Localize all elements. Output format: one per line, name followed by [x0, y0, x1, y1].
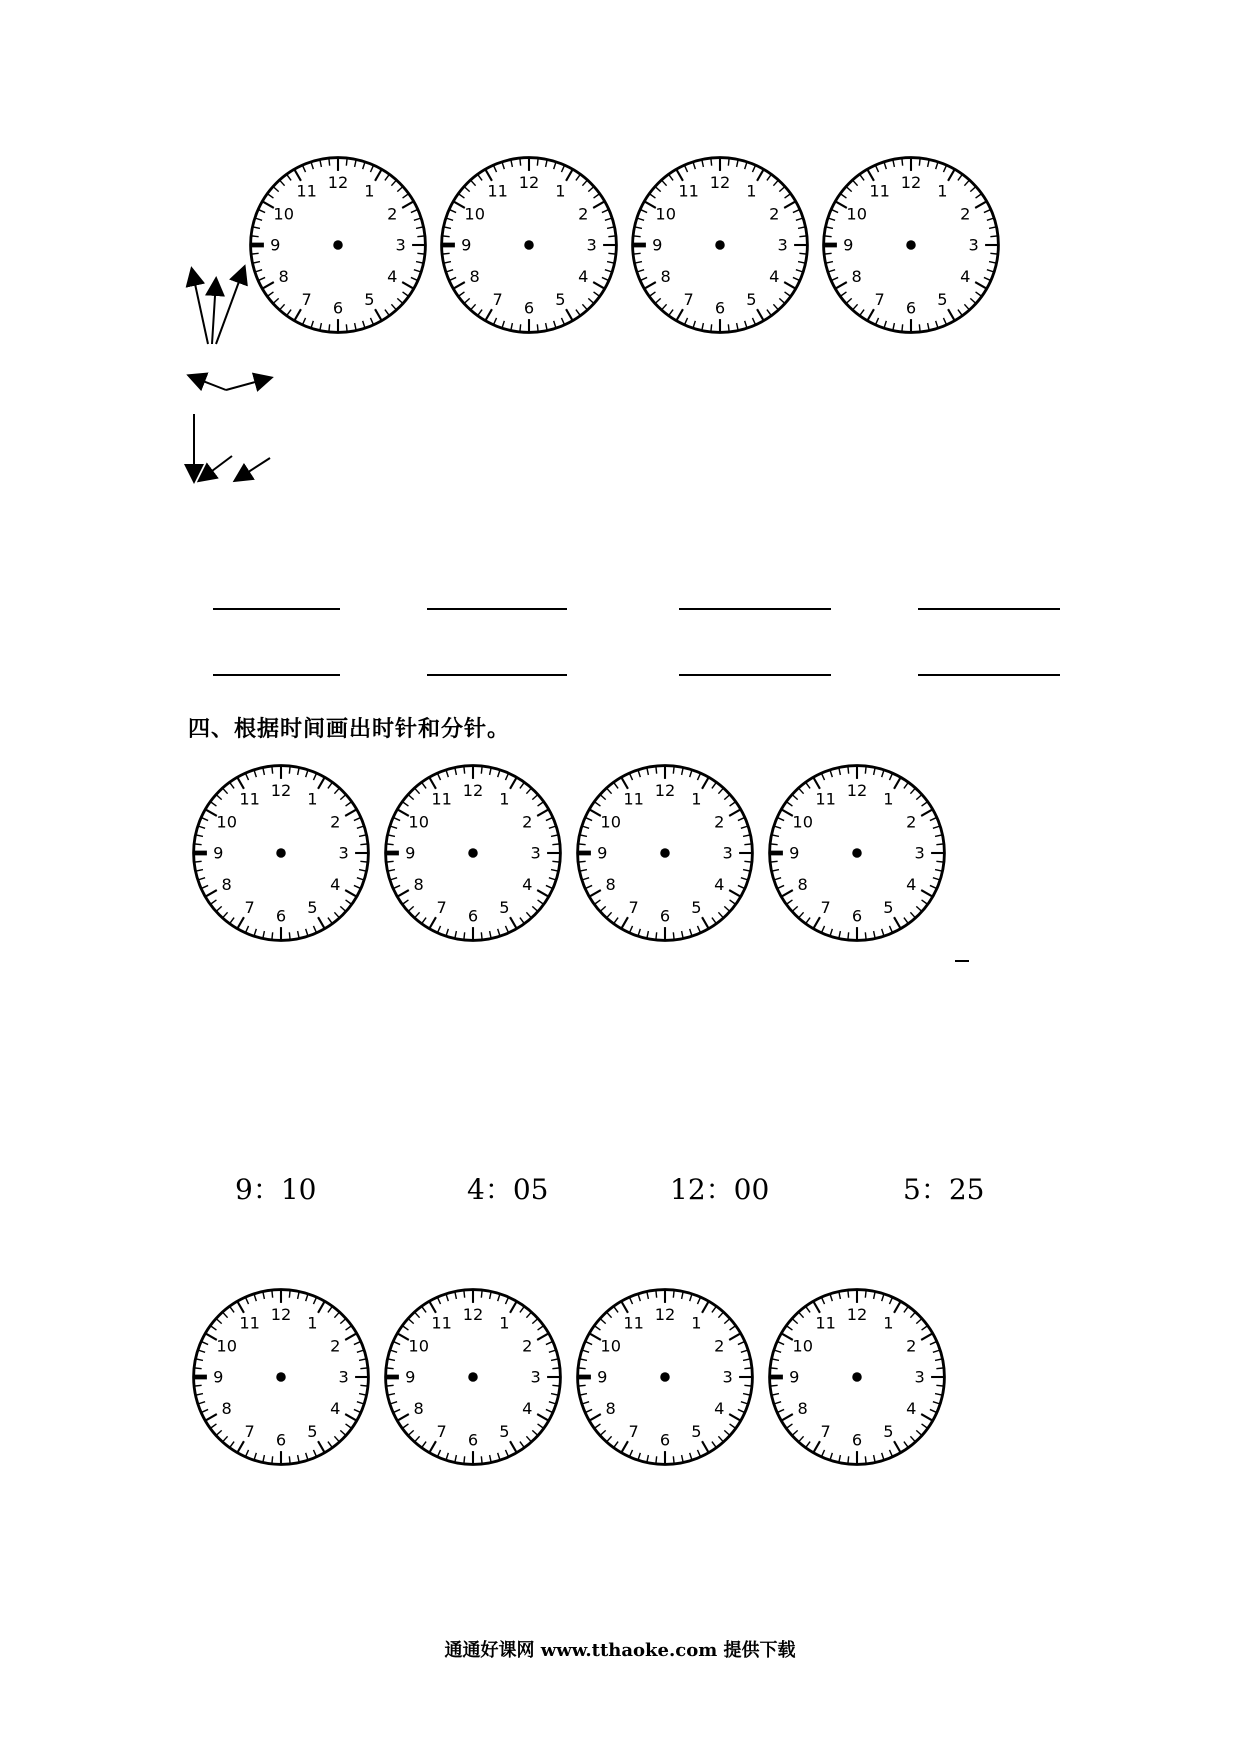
clock-numeral: 11 — [678, 181, 699, 201]
clock-numeral: 9 — [789, 843, 800, 863]
time-label-2: 4：05 — [467, 1173, 549, 1206]
clock-numeral: 1 — [555, 181, 566, 201]
clock-numeral: 4 — [906, 1399, 917, 1419]
minute-tick — [552, 844, 560, 845]
minute-tick — [848, 1456, 849, 1464]
clock-numeral: 3 — [722, 843, 733, 863]
minute-tick — [552, 861, 560, 862]
clock-face-icon — [816, 150, 1006, 340]
minute-tick — [919, 324, 920, 332]
minute-tick — [770, 1368, 778, 1369]
minute-tick — [656, 1456, 657, 1464]
answer-line[interactable] — [213, 608, 340, 610]
minute-tick — [194, 1368, 202, 1369]
minute-tick — [578, 861, 586, 862]
clock-numeral: 12 — [846, 781, 868, 800]
clock-numeral: 2 — [714, 1336, 725, 1356]
minute-tick — [289, 1290, 290, 1298]
clock-numeral: 9 — [843, 235, 854, 255]
clock-face-icon — [434, 150, 624, 340]
clock-numeral: 7 — [436, 897, 447, 917]
clock-numeral: 3 — [338, 1367, 349, 1387]
clock-numeral: 11 — [623, 789, 644, 809]
clock-numeral: 4 — [906, 875, 917, 895]
minute-tick — [520, 324, 521, 332]
clock-face-row2-3 — [570, 758, 760, 948]
clock-numeral: 8 — [797, 1399, 808, 1419]
clock-center-dot — [333, 240, 343, 250]
time-label-3: 12：00 — [670, 1173, 770, 1206]
clock-center-dot — [524, 240, 534, 250]
minute-tick — [848, 766, 849, 774]
clock-numeral: 2 — [906, 1336, 917, 1356]
clock-numeral: 8 — [221, 875, 232, 895]
answer-line[interactable] — [427, 674, 567, 676]
clock-numeral: 10 — [216, 1336, 237, 1356]
answer-line[interactable] — [918, 608, 1060, 610]
clock-numeral: 12 — [462, 1305, 484, 1324]
clock-numeral: 3 — [914, 1367, 925, 1387]
minute-tick — [728, 324, 729, 332]
clock-numeral: 7 — [820, 1421, 831, 1441]
minute-tick — [673, 1456, 674, 1464]
minute-tick — [799, 253, 807, 254]
clock-numeral: 1 — [691, 789, 702, 809]
clock-numeral: 3 — [338, 843, 349, 863]
minute-tick — [251, 236, 259, 237]
minute-tick — [251, 253, 259, 254]
minute-tick — [360, 1385, 368, 1386]
minute-tick — [865, 766, 866, 774]
minute-tick — [360, 1368, 368, 1369]
minute-tick — [728, 158, 729, 166]
clock-numeral: 1 — [746, 181, 757, 201]
clock-numeral: 7 — [244, 897, 255, 917]
clock-numeral: 12 — [900, 173, 922, 192]
minute-tick — [656, 932, 657, 940]
minute-tick — [552, 1385, 560, 1386]
minute-tick — [360, 861, 368, 862]
clock-numeral: 2 — [960, 204, 971, 224]
minute-tick — [194, 1385, 202, 1386]
minute-tick — [673, 766, 674, 774]
clock-center-dot — [715, 240, 725, 250]
minute-tick — [552, 1368, 560, 1369]
clock-numeral: 8 — [413, 875, 424, 895]
clock-numeral: 9 — [405, 1367, 416, 1387]
clock-numeral: 2 — [522, 812, 533, 832]
clock-numeral: 8 — [605, 875, 616, 895]
minute-tick — [272, 1456, 273, 1464]
clock-numeral: 1 — [883, 1313, 894, 1333]
clock-numeral: 4 — [578, 267, 589, 287]
minute-tick — [329, 324, 330, 332]
minute-tick — [537, 158, 538, 166]
clock-numeral: 11 — [815, 1313, 836, 1333]
minute-tick — [386, 1385, 394, 1386]
clock-center-dot — [660, 1372, 670, 1382]
time-label-4: 5：25 — [903, 1173, 985, 1206]
clock-numeral: 7 — [683, 289, 694, 309]
clock-numeral: 5 — [307, 897, 318, 917]
footer-credit: 通通好课网 www.tthaoke.com 提供下载 — [444, 1640, 796, 1661]
clock-numeral: 10 — [792, 812, 813, 832]
minute-tick — [919, 158, 920, 166]
clock-face-icon — [570, 1282, 760, 1472]
clock-numeral: 1 — [691, 1313, 702, 1333]
clock-numeral: 5 — [364, 289, 375, 309]
clock-numeral: 10 — [846, 204, 867, 224]
minute-tick — [417, 236, 425, 237]
clock-numeral: 11 — [239, 1313, 260, 1333]
minute-tick — [464, 932, 465, 940]
minute-tick — [442, 236, 450, 237]
clock-center-dot — [276, 848, 286, 858]
clock-numeral: 3 — [530, 843, 541, 863]
clock-numeral: 6 — [659, 1430, 671, 1450]
clock-numeral: 10 — [408, 1336, 429, 1356]
clock-numeral: 7 — [244, 1421, 255, 1441]
minute-tick — [744, 861, 752, 862]
clock-numeral: 1 — [499, 789, 510, 809]
minute-tick — [744, 1385, 752, 1386]
clock-numeral: 9 — [270, 235, 281, 255]
clock-numeral: 10 — [216, 812, 237, 832]
minute-tick — [865, 932, 866, 940]
minute-tick — [272, 932, 273, 940]
clock-numeral: 8 — [278, 267, 289, 287]
clock-numeral: 8 — [605, 1399, 616, 1419]
minute-tick — [194, 844, 202, 845]
clock-face-row1-4 — [816, 150, 1006, 340]
clock-face-icon — [762, 1282, 952, 1472]
clock-numeral: 2 — [578, 204, 589, 224]
minute-tick — [770, 844, 778, 845]
minute-tick — [346, 158, 347, 166]
clock-numeral: 11 — [869, 181, 890, 201]
clock-numeral: 2 — [714, 812, 725, 832]
clock-face-icon — [762, 758, 952, 948]
clock-numeral: 3 — [586, 235, 597, 255]
minute-tick — [360, 844, 368, 845]
answer-line[interactable] — [679, 608, 831, 610]
clock-center-dot — [852, 1372, 862, 1382]
minute-tick — [386, 844, 394, 845]
minute-tick — [537, 324, 538, 332]
minute-tick — [673, 932, 674, 940]
clock-numeral: 7 — [301, 289, 312, 309]
clock-numeral: 4 — [522, 875, 533, 895]
minute-tick — [848, 932, 849, 940]
clock-face-icon — [186, 758, 376, 948]
clock-numeral: 1 — [307, 1313, 318, 1333]
clock-numeral: 2 — [330, 1336, 341, 1356]
minute-tick — [673, 1290, 674, 1298]
clock-numeral: 11 — [815, 789, 836, 809]
minute-tick — [865, 1456, 866, 1464]
clock-numeral: 8 — [469, 267, 480, 287]
clock-numeral: 4 — [714, 1399, 725, 1419]
minute-tick — [744, 1368, 752, 1369]
clock-numeral: 12 — [709, 173, 731, 192]
minute-tick — [902, 324, 903, 332]
clock-numeral: 5 — [307, 1421, 318, 1441]
clock-face-row2-1 — [186, 758, 376, 948]
clock-numeral: 8 — [413, 1399, 424, 1419]
clock-center-dot — [468, 1372, 478, 1382]
clock-numeral: 4 — [330, 875, 341, 895]
minute-tick — [824, 236, 832, 237]
minute-tick — [936, 1368, 944, 1369]
clock-numeral: 9 — [405, 843, 416, 863]
minute-tick — [578, 1368, 586, 1369]
minute-tick — [386, 861, 394, 862]
minute-tick — [656, 766, 657, 774]
clock-numeral: 9 — [213, 843, 224, 863]
minute-tick — [417, 253, 425, 254]
clock-numeral: 9 — [597, 1367, 608, 1387]
minute-tick — [711, 324, 712, 332]
minute-tick — [481, 766, 482, 774]
minute-tick — [481, 932, 482, 940]
clock-numeral: 4 — [330, 1399, 341, 1419]
clock-numeral: 5 — [555, 289, 566, 309]
clock-numeral: 4 — [714, 875, 725, 895]
clock-numeral: 5 — [499, 1421, 510, 1441]
clock-numeral: 12 — [327, 173, 349, 192]
minute-tick — [990, 253, 998, 254]
clock-numeral: 5 — [883, 1421, 894, 1441]
clock-face-row1-2 — [434, 150, 624, 340]
minute-tick — [386, 1368, 394, 1369]
clock-numeral: 2 — [906, 812, 917, 832]
answer-line[interactable] — [213, 674, 340, 676]
minute-tick — [608, 253, 616, 254]
clock-face-row1-3 — [625, 150, 815, 340]
clock-numeral: 10 — [408, 812, 429, 832]
clock-face-row3-4 — [762, 1282, 952, 1472]
clock-numeral: 10 — [273, 204, 294, 224]
clock-face-icon — [378, 758, 568, 948]
clock-numeral: 12 — [270, 1305, 292, 1324]
clock-numeral: 2 — [387, 204, 398, 224]
minute-tick — [633, 253, 641, 254]
clock-numeral: 10 — [655, 204, 676, 224]
time-label-1: 9：10 — [235, 1173, 317, 1206]
clock-numeral: 5 — [691, 897, 702, 917]
clock-numeral: 3 — [530, 1367, 541, 1387]
minute-tick — [289, 932, 290, 940]
minute-tick — [289, 766, 290, 774]
clock-numeral: 6 — [275, 906, 287, 926]
section-four-heading: 四、根据时间画出时针和分针。 — [188, 717, 511, 742]
clock-numeral: 7 — [492, 289, 503, 309]
clock-center-dot — [276, 1372, 286, 1382]
clock-face-icon — [570, 758, 760, 948]
clock-numeral: 2 — [330, 812, 341, 832]
clock-center-dot — [660, 848, 670, 858]
minute-tick — [865, 1290, 866, 1298]
minute-tick — [936, 1385, 944, 1386]
minute-tick — [578, 1385, 586, 1386]
answer-line[interactable] — [427, 608, 567, 610]
clock-numeral: 8 — [221, 1399, 232, 1419]
clock-center-dot — [468, 848, 478, 858]
minute-tick — [464, 1290, 465, 1298]
clock-numeral: 7 — [874, 289, 885, 309]
clock-numeral: 3 — [722, 1367, 733, 1387]
clock-numeral: 4 — [769, 267, 780, 287]
minute-tick — [272, 1290, 273, 1298]
clock-center-dot — [906, 240, 916, 250]
clock-face-row3-1 — [186, 1282, 376, 1472]
clock-face-row2-2 — [378, 758, 568, 948]
minute-tick — [936, 844, 944, 845]
clock-numeral: 1 — [883, 789, 894, 809]
clock-numeral: 6 — [659, 906, 671, 926]
clock-numeral: 4 — [960, 267, 971, 287]
clock-numeral: 9 — [789, 1367, 800, 1387]
clock-face-icon — [378, 1282, 568, 1472]
clock-numeral: 6 — [851, 906, 863, 926]
minute-tick — [711, 158, 712, 166]
clock-numeral: 6 — [851, 1430, 863, 1450]
clock-numeral: 11 — [487, 181, 508, 201]
clock-numeral: 3 — [395, 235, 406, 255]
clock-face-icon — [186, 1282, 376, 1472]
clock-numeral: 7 — [628, 897, 639, 917]
clock-numeral: 6 — [905, 298, 917, 318]
clock-numeral: 6 — [523, 298, 535, 318]
clock-numeral: 5 — [937, 289, 948, 309]
clock-face-row2-4 — [762, 758, 952, 948]
clock-face-row3-2 — [378, 1282, 568, 1472]
minute-tick — [608, 236, 616, 237]
clock-face-row3-3 — [570, 1282, 760, 1472]
clock-numeral: 11 — [623, 1313, 644, 1333]
answer-line[interactable] — [918, 674, 1060, 676]
clock-numeral: 7 — [436, 1421, 447, 1441]
clock-numeral: 10 — [464, 204, 485, 224]
clock-numeral: 11 — [431, 1313, 452, 1333]
clock-numeral: 9 — [461, 235, 472, 255]
minute-tick — [346, 324, 347, 332]
clock-numeral: 5 — [499, 897, 510, 917]
minute-tick — [936, 861, 944, 862]
clock-numeral: 9 — [213, 1367, 224, 1387]
clock-numeral: 6 — [467, 1430, 479, 1450]
clock-numeral: 6 — [714, 298, 726, 318]
clock-numeral: 7 — [628, 1421, 639, 1441]
clock-numeral: 9 — [652, 235, 663, 255]
clock-numeral: 5 — [691, 1421, 702, 1441]
clock-numeral: 2 — [522, 1336, 533, 1356]
clock-numeral: 7 — [820, 897, 831, 917]
clock-numeral: 8 — [660, 267, 671, 287]
clock-numeral: 3 — [968, 235, 979, 255]
clock-numeral: 1 — [364, 181, 375, 201]
answer-line[interactable] — [679, 674, 831, 676]
clock-numeral: 8 — [851, 267, 862, 287]
minute-tick — [520, 158, 521, 166]
clock-numeral: 12 — [270, 781, 292, 800]
stray-mark — [955, 960, 969, 962]
clock-numeral: 12 — [654, 781, 676, 800]
clock-numeral: 12 — [846, 1305, 868, 1324]
minute-tick — [770, 861, 778, 862]
hand-direction-arrows-icon — [180, 258, 280, 488]
minute-tick — [442, 253, 450, 254]
minute-tick — [578, 844, 586, 845]
clock-numeral: 6 — [332, 298, 344, 318]
clock-numeral: 12 — [462, 781, 484, 800]
clock-numeral: 1 — [307, 789, 318, 809]
minute-tick — [272, 766, 273, 774]
clock-numeral: 11 — [296, 181, 317, 201]
minute-tick — [289, 1456, 290, 1464]
minute-tick — [770, 1385, 778, 1386]
clock-numeral: 11 — [431, 789, 452, 809]
clock-numeral: 3 — [777, 235, 788, 255]
clock-numeral: 10 — [600, 1336, 621, 1356]
clock-numeral: 1 — [499, 1313, 510, 1333]
minute-tick — [464, 766, 465, 774]
minute-tick — [744, 844, 752, 845]
clock-numeral: 4 — [522, 1399, 533, 1419]
minute-tick — [902, 158, 903, 166]
minute-tick — [656, 1290, 657, 1298]
clock-numeral: 6 — [275, 1430, 287, 1450]
clock-numeral: 8 — [797, 875, 808, 895]
clock-numeral: 9 — [597, 843, 608, 863]
clock-numeral: 5 — [883, 897, 894, 917]
clock-center-dot — [852, 848, 862, 858]
minute-tick — [329, 158, 330, 166]
clock-numeral: 11 — [239, 789, 260, 809]
clock-numeral: 1 — [937, 181, 948, 201]
minute-tick — [990, 236, 998, 237]
minute-tick — [824, 253, 832, 254]
clock-numeral: 2 — [769, 204, 780, 224]
clock-numeral: 10 — [792, 1336, 813, 1356]
minute-tick — [481, 1290, 482, 1298]
clock-numeral: 3 — [914, 843, 925, 863]
clock-numeral: 10 — [600, 812, 621, 832]
clock-face-icon — [625, 150, 815, 340]
clock-numeral: 6 — [467, 906, 479, 926]
clock-numeral: 12 — [654, 1305, 676, 1324]
clock-numeral: 5 — [746, 289, 757, 309]
minute-tick — [464, 1456, 465, 1464]
minute-tick — [848, 1290, 849, 1298]
minute-tick — [633, 236, 641, 237]
minute-tick — [194, 861, 202, 862]
clock-numeral: 12 — [518, 173, 540, 192]
minute-tick — [799, 236, 807, 237]
minute-tick — [481, 1456, 482, 1464]
clock-numeral: 4 — [387, 267, 398, 287]
